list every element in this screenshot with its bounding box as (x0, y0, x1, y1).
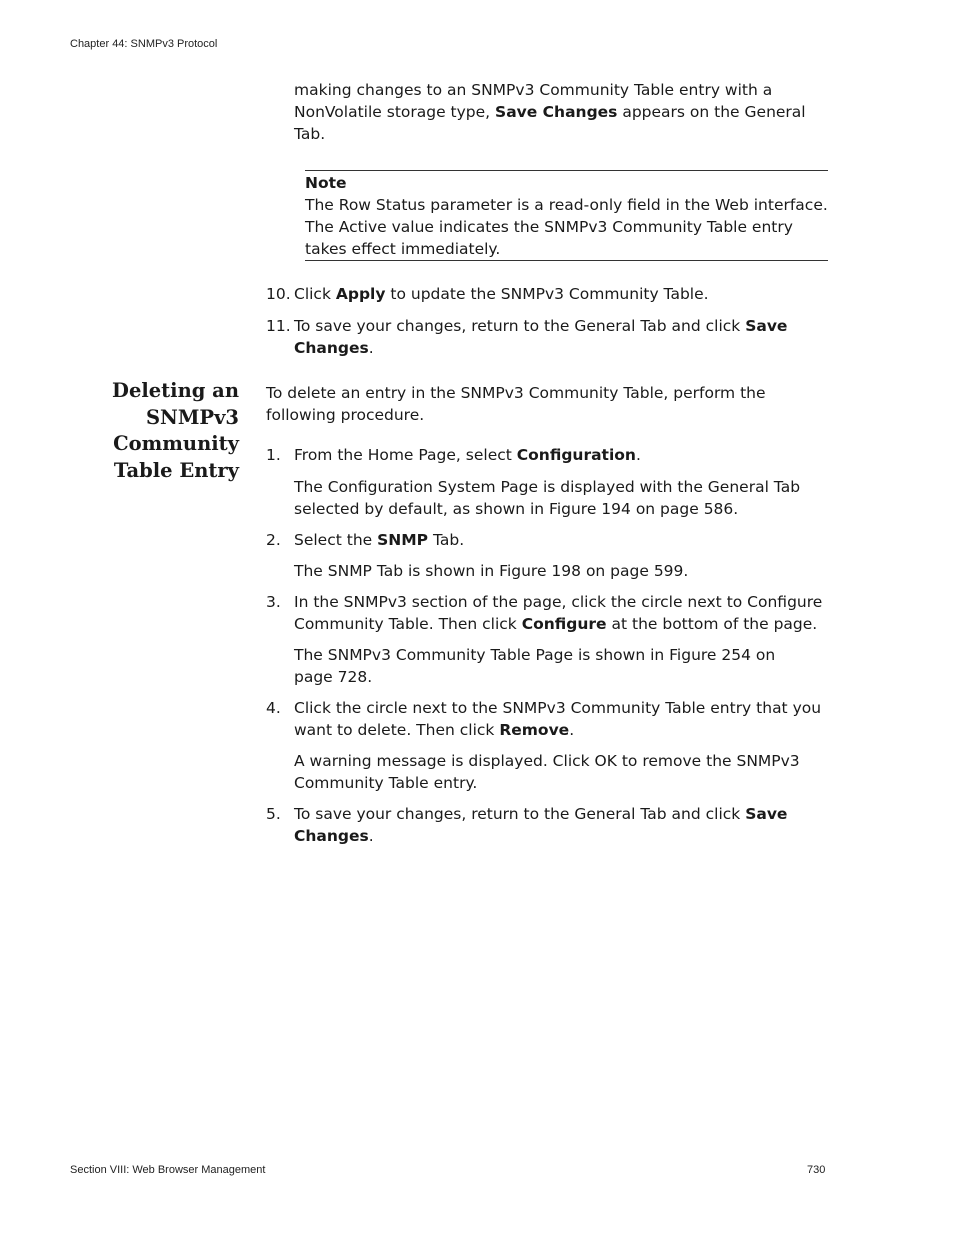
intro-text-pre: making changes to an SNMPv3 Community Table entry with a NonVolatile storage type, (294, 81, 773, 121)
step-number: 2. (266, 531, 281, 549)
step-text-pre: To save your changes, return to the General Tab and click (294, 317, 746, 335)
step-text (294, 529, 834, 551)
step-number: 1. (266, 446, 281, 464)
step-detail: The SNMP Tab is shown in Figure 198 on page 599. (294, 562, 689, 580)
step-text-post: Tab. (428, 531, 465, 549)
section-intro: To delete an entry in the SNMPv3 Community Table, perform the following procedure. (266, 384, 766, 424)
running-footer-section: Section VIII: Web Browser Management (70, 1164, 266, 1176)
step-text-pre: From the Home Page, select (294, 446, 517, 464)
running-header: Chapter 44: SNMPv3 Protocol (70, 38, 218, 50)
step-number: 5. (266, 805, 281, 823)
step-text (294, 444, 834, 466)
heading-line: Table Entry (113, 458, 239, 482)
step-text-pre: In the SNMPv3 section of the page, click the circle next to Configure Community Table. Then click (294, 593, 823, 633)
step-text (294, 803, 834, 847)
intro-text-post: appears on the General Tab. (294, 103, 806, 143)
step-bold: Apply (335, 285, 386, 303)
step-text-pre: Click (294, 285, 336, 303)
step-text (294, 591, 834, 635)
step-number: 10. (266, 285, 291, 303)
step-bold: Save Changes (294, 805, 788, 845)
note-body: The Row Status parameter is a read-only field in the Web interface. The Active value indicates the SNMPv3 Community Table entry takes effect immediately. (305, 196, 828, 258)
step-text-pre: To save your changes, return to the General Tab and click (294, 805, 746, 823)
step-number: 3. (266, 593, 281, 611)
heading-line: Deleting an (112, 379, 239, 402)
note-box (305, 172, 833, 260)
page-number: 730 (807, 1164, 826, 1176)
step-bold: SNMP (377, 531, 429, 549)
step-bold: Remove (499, 721, 570, 739)
heading-line: Community (113, 432, 239, 455)
step-text-post: . (569, 721, 575, 739)
note-bottom-rule (305, 260, 828, 261)
note-title: Note (305, 174, 347, 192)
heading-line: SNMPv3 (145, 405, 239, 429)
step-bold: Configure (521, 615, 607, 633)
step-number: 11. (266, 317, 291, 335)
step-text-post: . (635, 446, 641, 464)
step-detail: A warning message is displayed. Click OK to remove the SNMPv3 Community Table entry. (294, 752, 800, 792)
step-text (294, 697, 834, 741)
step-detail: The SNMPv3 Community Table Page is shown in Figure 254 on page 728. (294, 646, 776, 686)
step-text-post: . (368, 339, 374, 357)
step-detail: The Configuration System Page is displayed with the General Tab selected by default, as shown in Figure 194 on page 586. (294, 478, 801, 518)
step-text-pre: Click the circle next to the SNMPv3 Community Table entry that you want to delete. Then click (294, 699, 822, 739)
step-number: 4. (266, 699, 281, 717)
step-text (294, 315, 834, 359)
note-top-rule (305, 170, 828, 171)
step-bold: Configuration (516, 446, 636, 464)
step-text-post: . (368, 827, 374, 845)
step-text (294, 283, 834, 305)
step-text-pre: Select the (294, 531, 378, 549)
section-heading (60, 378, 239, 484)
intro-paragraph (294, 79, 834, 145)
step-text-post: to update the SNMPv3 Community Table. (385, 285, 709, 303)
intro-bold: Save Changes (495, 103, 618, 121)
step-bold: Save Changes (294, 317, 788, 357)
step-text-post: at the bottom of the page. (606, 615, 818, 633)
